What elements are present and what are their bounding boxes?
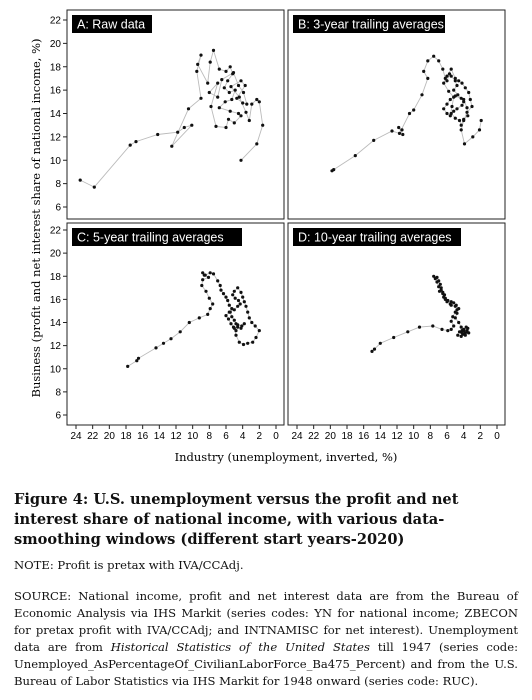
data-point bbox=[462, 119, 465, 122]
data-point bbox=[204, 274, 207, 277]
data-point bbox=[239, 159, 242, 162]
data-point bbox=[237, 112, 240, 115]
data-point bbox=[467, 331, 470, 334]
panel-title: C: 5-year trailing averages bbox=[77, 230, 224, 245]
x-tick-label: 18 bbox=[120, 431, 132, 442]
x-tick-label: 14 bbox=[374, 431, 386, 442]
data-point bbox=[234, 297, 237, 300]
data-point bbox=[212, 272, 215, 275]
panel-label bbox=[72, 15, 152, 33]
data-point bbox=[233, 290, 236, 293]
data-point bbox=[437, 59, 440, 62]
x-tick-label: 10 bbox=[187, 431, 199, 442]
data-point bbox=[373, 348, 376, 351]
data-point bbox=[246, 342, 249, 345]
data-point bbox=[243, 300, 246, 303]
data-point bbox=[248, 316, 251, 319]
data-point bbox=[219, 289, 222, 292]
x-tick-label: 12 bbox=[391, 431, 403, 442]
figure-title: Figure 4: U.S. unemployment versus the profit and net interest share of national income, with various data-smoothing windows (different start years-2020) bbox=[14, 491, 459, 548]
data-point bbox=[445, 75, 448, 78]
data-point bbox=[236, 323, 239, 326]
data-point bbox=[460, 331, 463, 334]
x-tick-label: 22 bbox=[87, 431, 99, 442]
data-point bbox=[244, 305, 247, 308]
data-point bbox=[234, 89, 237, 92]
data-point bbox=[237, 299, 240, 302]
data-point bbox=[460, 82, 463, 85]
data-point bbox=[93, 186, 96, 189]
data-point bbox=[390, 129, 393, 132]
x-tick-label: 6 bbox=[223, 431, 229, 442]
data-point bbox=[222, 292, 225, 295]
data-point bbox=[233, 121, 236, 124]
y-tick-label: 16 bbox=[49, 294, 61, 306]
data-point bbox=[212, 49, 215, 52]
data-point bbox=[227, 317, 230, 320]
x-tick-label: 2 bbox=[477, 431, 484, 442]
data-point bbox=[401, 133, 404, 136]
data-point bbox=[258, 100, 261, 103]
y-tick-label: 8 bbox=[55, 179, 61, 191]
data-point bbox=[79, 179, 82, 182]
panel-label bbox=[72, 228, 242, 246]
x-tick-label: 4 bbox=[239, 431, 246, 442]
data-point bbox=[199, 54, 202, 57]
data-point bbox=[254, 336, 257, 339]
data-point bbox=[463, 142, 466, 145]
data-point bbox=[241, 296, 244, 299]
data-point bbox=[200, 284, 203, 287]
data-point bbox=[188, 321, 191, 324]
x-tick-label: 16 bbox=[137, 431, 149, 442]
data-point bbox=[470, 105, 473, 108]
data-point bbox=[449, 98, 452, 101]
data-point bbox=[242, 343, 245, 346]
data-point bbox=[238, 341, 241, 344]
data-point bbox=[156, 133, 159, 136]
data-point bbox=[446, 329, 449, 332]
data-point bbox=[462, 328, 465, 331]
data-point bbox=[441, 68, 444, 71]
x-tick-label: 8 bbox=[206, 431, 213, 442]
data-point bbox=[255, 142, 258, 145]
data-point bbox=[230, 98, 233, 101]
data-point bbox=[370, 350, 373, 353]
figure-source bbox=[14, 588, 518, 690]
x-tick-label: 12 bbox=[170, 431, 182, 442]
data-point bbox=[223, 86, 226, 89]
data-point bbox=[452, 324, 455, 327]
y-tick-label: 18 bbox=[49, 271, 61, 283]
data-point bbox=[206, 82, 209, 85]
data-point bbox=[435, 276, 438, 279]
data-point bbox=[437, 279, 440, 282]
x-tick-label: 20 bbox=[324, 431, 336, 442]
source-text-2: till 1947 (series code: Unemployed_AsPercentageOf_CivilianLaborForce_Ba475_Percent) and from the U.S. Bureau of Labor Statistics via IHS Markit for 1948 onward (series code: RUC). bbox=[14, 640, 518, 688]
data-point bbox=[239, 79, 242, 82]
data-point bbox=[397, 126, 400, 129]
data-point bbox=[464, 86, 467, 89]
y-tick-label: 20 bbox=[49, 38, 61, 50]
data-point bbox=[228, 304, 231, 307]
data-point bbox=[201, 271, 204, 274]
data-point bbox=[452, 96, 455, 99]
data-point bbox=[465, 326, 468, 329]
x-tick-label: 20 bbox=[103, 431, 115, 442]
data-point bbox=[204, 290, 207, 293]
x-tick-label: 0 bbox=[273, 431, 279, 442]
data-point bbox=[208, 297, 211, 300]
data-point bbox=[237, 84, 240, 87]
source-text-italic: Historical Statistics of the United States bbox=[110, 640, 370, 654]
data-point bbox=[440, 286, 443, 289]
data-point bbox=[460, 326, 463, 329]
x-tick-label: 4 bbox=[460, 431, 467, 442]
data-point bbox=[467, 91, 470, 94]
data-point bbox=[455, 304, 458, 307]
data-point bbox=[406, 330, 409, 333]
y-tick-label: 6 bbox=[55, 410, 61, 422]
data-point bbox=[170, 145, 173, 148]
data-point bbox=[134, 140, 137, 143]
data-point bbox=[332, 168, 335, 171]
data-point bbox=[446, 299, 449, 302]
data-point bbox=[199, 97, 202, 100]
data-point bbox=[460, 128, 463, 131]
data-point bbox=[216, 82, 219, 85]
y-tick-label: 20 bbox=[49, 248, 61, 260]
data-point bbox=[230, 315, 233, 318]
data-point bbox=[239, 114, 242, 117]
data-point bbox=[226, 299, 229, 302]
data-point bbox=[452, 301, 455, 304]
data-point bbox=[439, 283, 442, 286]
data-point bbox=[449, 114, 452, 117]
data-point bbox=[233, 319, 236, 322]
x-tick-label: 8 bbox=[427, 431, 434, 442]
data-point bbox=[162, 342, 165, 345]
data-point bbox=[209, 307, 212, 310]
x-tick-label: 24 bbox=[70, 431, 82, 442]
data-point bbox=[398, 132, 401, 135]
data-point bbox=[228, 311, 231, 314]
y-tick-label: 12 bbox=[49, 341, 61, 353]
data-point bbox=[452, 110, 455, 113]
data-point bbox=[441, 292, 444, 295]
data-point bbox=[445, 112, 448, 115]
data-point bbox=[354, 154, 357, 157]
data-point bbox=[432, 55, 435, 58]
data-point bbox=[187, 107, 190, 110]
data-point bbox=[454, 117, 457, 120]
data-point bbox=[458, 119, 461, 122]
data-point bbox=[229, 322, 232, 325]
x-axis-label: Industry (unemployment, inverted, %) bbox=[174, 450, 398, 464]
data-point bbox=[450, 328, 453, 331]
data-point bbox=[246, 311, 249, 314]
data-point bbox=[418, 326, 421, 329]
data-point bbox=[460, 104, 463, 107]
data-point bbox=[250, 103, 253, 106]
data-point bbox=[207, 276, 210, 279]
data-point bbox=[229, 110, 232, 113]
data-point bbox=[233, 308, 236, 311]
data-point bbox=[454, 77, 457, 80]
data-point bbox=[228, 91, 231, 94]
data-point bbox=[201, 278, 204, 281]
data-point bbox=[169, 337, 172, 340]
data-point bbox=[469, 98, 472, 101]
source-text-1: SOURCE: National income, profit and net interest data are from the Bureau of Economic Analysis via IHS Markit (series codes: YN for national income; ZBECON for pretax profit with IVA/CCAdj; and INTNAMISC for net interest). Unemployment data are from bbox=[14, 589, 518, 654]
data-point bbox=[214, 125, 217, 128]
y-tick-label: 10 bbox=[49, 155, 61, 167]
data-point bbox=[454, 316, 457, 319]
data-point bbox=[478, 128, 481, 131]
data-point bbox=[450, 105, 453, 108]
y-axis-label: Business (profit and net interest share of national income, %) bbox=[29, 38, 43, 398]
data-point bbox=[218, 68, 221, 71]
data-point bbox=[245, 103, 248, 106]
panel-a bbox=[50, 10, 284, 219]
x-tick-label: 14 bbox=[153, 431, 165, 442]
panel-frame bbox=[288, 223, 505, 425]
data-point bbox=[248, 119, 251, 122]
data-point bbox=[445, 103, 448, 106]
data-point bbox=[420, 93, 423, 96]
data-point bbox=[392, 336, 395, 339]
figure-note: NOTE: Profit is pretax with IVA/CCAdj. bbox=[14, 558, 244, 572]
data-point bbox=[224, 70, 227, 73]
data-point bbox=[258, 329, 261, 332]
data-point bbox=[224, 296, 227, 299]
data-point bbox=[455, 312, 458, 315]
data-point bbox=[224, 100, 227, 103]
x-tick-label: 6 bbox=[444, 431, 450, 442]
data-point bbox=[457, 321, 460, 324]
data-point bbox=[198, 316, 201, 319]
y-tick-label: 22 bbox=[49, 15, 61, 27]
data-point bbox=[209, 271, 212, 274]
data-point bbox=[460, 124, 463, 127]
data-point bbox=[209, 61, 212, 64]
y-tick-label: 6 bbox=[55, 202, 61, 214]
x-tick-label: 0 bbox=[494, 431, 500, 442]
panel-b bbox=[288, 10, 505, 219]
data-point bbox=[462, 98, 465, 101]
data-point bbox=[211, 302, 214, 305]
data-point bbox=[129, 144, 132, 147]
y-tick-label: 16 bbox=[49, 85, 61, 97]
data-point bbox=[431, 324, 434, 327]
data-point bbox=[216, 96, 219, 99]
data-point bbox=[379, 342, 382, 345]
data-point bbox=[456, 334, 459, 337]
data-point bbox=[372, 139, 375, 142]
data-point bbox=[442, 107, 445, 110]
x-tick-label: 22 bbox=[308, 431, 320, 442]
data-point bbox=[457, 307, 460, 310]
data-point bbox=[408, 112, 411, 115]
data-point bbox=[226, 79, 229, 82]
data-point bbox=[422, 70, 425, 73]
data-point bbox=[452, 89, 455, 92]
data-point bbox=[426, 77, 429, 80]
y-tick-label: 22 bbox=[49, 225, 61, 237]
panel-title: A: Raw data bbox=[77, 17, 146, 32]
data-point bbox=[239, 291, 242, 294]
panel-title: D: 10-year trailing averages bbox=[298, 230, 452, 245]
data-point bbox=[460, 335, 463, 338]
data-point bbox=[250, 321, 253, 324]
data-point bbox=[455, 84, 458, 87]
data-point bbox=[442, 82, 445, 85]
data-point bbox=[206, 313, 209, 316]
data-point bbox=[209, 105, 212, 108]
data-point bbox=[183, 126, 186, 129]
data-point bbox=[220, 78, 223, 81]
data-point bbox=[208, 91, 211, 94]
data-point bbox=[233, 327, 236, 330]
data-point bbox=[426, 59, 429, 62]
data-point bbox=[255, 98, 258, 101]
data-point bbox=[450, 75, 453, 78]
data-point bbox=[238, 96, 241, 99]
data-point bbox=[471, 135, 474, 138]
data-point bbox=[218, 106, 221, 109]
y-tick-label: 14 bbox=[49, 109, 61, 120]
data-point bbox=[242, 91, 245, 94]
data-point bbox=[464, 334, 467, 337]
data-point bbox=[440, 328, 443, 331]
data-point bbox=[154, 346, 157, 349]
data-point bbox=[254, 324, 257, 327]
data-point bbox=[465, 106, 468, 109]
panel-c bbox=[50, 223, 284, 442]
data-point bbox=[244, 84, 247, 87]
data-point bbox=[229, 85, 232, 88]
panel-label bbox=[293, 15, 445, 33]
data-point bbox=[232, 71, 235, 74]
panel-frame bbox=[67, 10, 284, 219]
data-point bbox=[227, 118, 230, 121]
data-point bbox=[239, 327, 242, 330]
data-point bbox=[239, 302, 242, 305]
x-tick-label: 10 bbox=[408, 431, 420, 442]
data-point bbox=[447, 90, 450, 93]
data-point bbox=[195, 70, 198, 73]
data-point bbox=[236, 286, 239, 289]
data-point bbox=[216, 279, 219, 282]
panel-frame bbox=[288, 10, 505, 219]
data-point bbox=[224, 126, 227, 129]
y-tick-label: 10 bbox=[49, 364, 61, 376]
data-point bbox=[236, 305, 239, 308]
data-point bbox=[438, 290, 441, 293]
data-point bbox=[251, 341, 254, 344]
data-point bbox=[400, 128, 403, 131]
y-tick-label: 8 bbox=[55, 387, 61, 399]
data-point bbox=[190, 124, 193, 127]
panel-title: B: 3-year trailing averages bbox=[298, 17, 444, 32]
data-point bbox=[241, 101, 244, 104]
data-point bbox=[243, 322, 246, 325]
x-tick-label: 24 bbox=[291, 431, 303, 442]
x-tick-label: 18 bbox=[341, 431, 353, 442]
data-point bbox=[450, 68, 453, 71]
x-tick-label: 2 bbox=[256, 431, 263, 442]
data-point bbox=[244, 111, 247, 114]
y-tick-label: 14 bbox=[49, 318, 61, 329]
data-point bbox=[457, 79, 460, 82]
x-tick-label: 16 bbox=[358, 431, 370, 442]
data-point bbox=[465, 111, 468, 114]
panel-label bbox=[293, 228, 461, 246]
y-tick-label: 18 bbox=[49, 62, 61, 74]
data-point bbox=[261, 124, 264, 127]
data-point bbox=[224, 314, 227, 317]
panel-d bbox=[288, 223, 505, 442]
data-point bbox=[219, 284, 222, 287]
data-point bbox=[179, 330, 182, 333]
data-point bbox=[412, 108, 415, 111]
data-point bbox=[466, 114, 469, 117]
data-point bbox=[445, 79, 448, 82]
data-point bbox=[229, 65, 232, 68]
data-point bbox=[176, 131, 179, 134]
data-point bbox=[450, 320, 453, 323]
data-point bbox=[455, 107, 458, 110]
data-point bbox=[137, 357, 140, 360]
data-point bbox=[231, 293, 234, 296]
y-tick-label: 12 bbox=[49, 132, 61, 144]
data-point bbox=[234, 334, 237, 337]
data-point bbox=[432, 275, 435, 278]
data-point bbox=[196, 63, 199, 66]
data-point bbox=[126, 365, 129, 368]
data-point bbox=[480, 119, 483, 122]
